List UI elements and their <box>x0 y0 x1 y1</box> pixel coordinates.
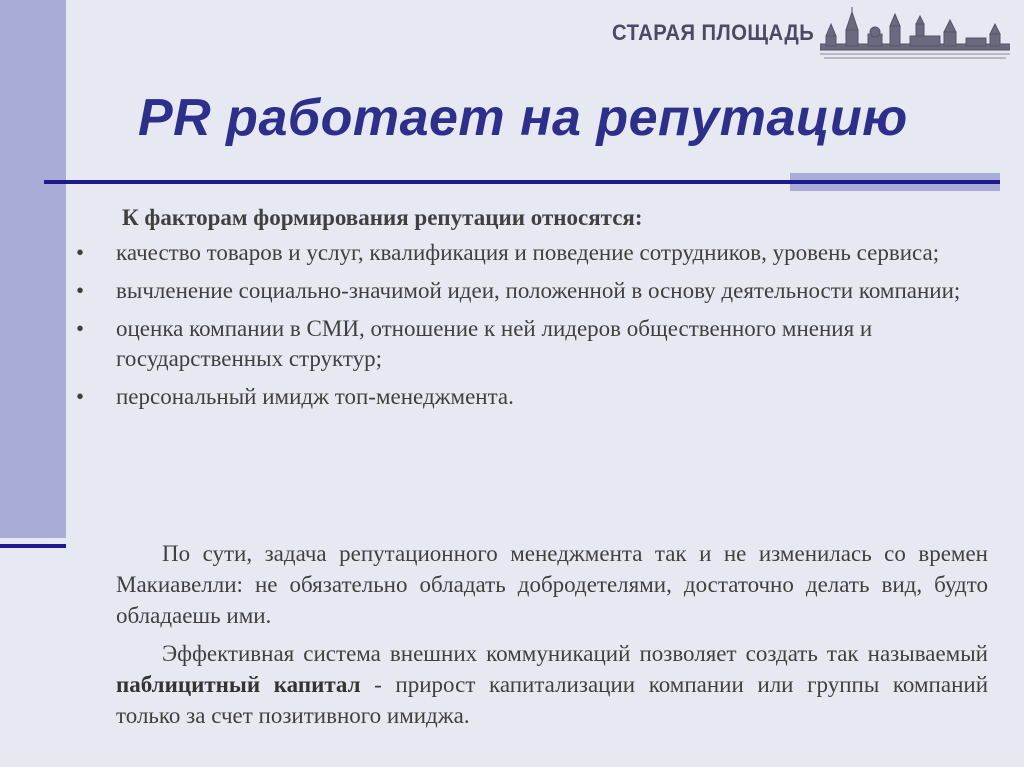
title-rule-accent-line <box>790 180 1000 184</box>
list-item <box>76 276 976 306</box>
bullet-icon: • <box>76 316 85 341</box>
paragraph-text: Эффективная система внешних коммуникаций позволяет создать так называемый <box>162 641 988 666</box>
list-item <box>76 382 976 412</box>
list-item-text: вычленение социально-значимой идеи, положенной в основу деятельности компании; <box>116 278 961 303</box>
paragraph-text: - прирост капитализации компании или группы компаний только за счет позитивного имиджа. <box>116 672 988 728</box>
bullet-icon: • <box>76 278 85 303</box>
paragraph-publicity-capital <box>116 638 988 731</box>
bullet-icon: • <box>76 240 85 265</box>
kremlin-skyline-icon <box>820 6 1010 64</box>
factors-heading: К факторам формирования репутации относятся: <box>122 205 643 230</box>
list-item-text: оценка компании в СМИ, отношение к ней лидеров общественного мнения и государственных структур; <box>116 316 873 371</box>
slide-title: PR работает на репутацию <box>138 89 908 147</box>
list-item-text: качество товаров и услуг, квалификация и поведение сотрудников, уровень сервиса; <box>116 240 940 265</box>
logo-text: СТАРАЯ ПЛОЩАДЬ <box>612 20 815 45</box>
factors-list <box>76 238 976 420</box>
logo <box>612 6 1012 64</box>
list-item <box>76 238 976 268</box>
paragraph-machiavelli: По сути, задача репутационного менеджмента так и не изменилась со времен Макиавелли: не обязательно обладать добродетелями, достаточно делать вид, будто обладаешь ими. <box>116 541 988 628</box>
left-decor-line <box>0 544 66 548</box>
list-item <box>76 314 976 374</box>
list-item-text: персональный имидж топ-менеджмента. <box>116 384 514 409</box>
left-decor-band <box>0 0 66 538</box>
bullet-icon: • <box>76 384 85 409</box>
publicity-capital-term: паблицитный капитал <box>116 672 361 697</box>
